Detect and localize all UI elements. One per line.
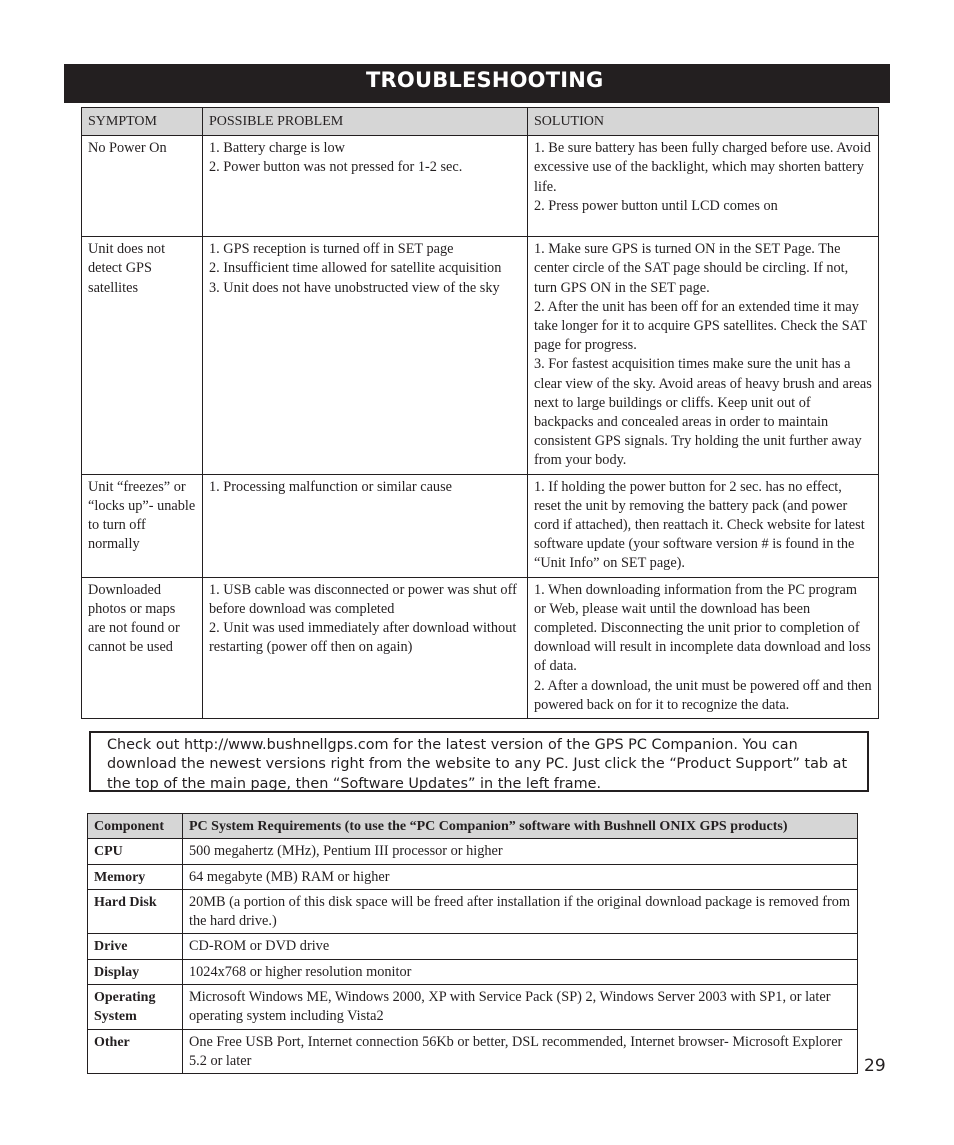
- table-row: [88, 864, 858, 889]
- software-update-note: Check out http://www.bushnellgps.com for the latest version of the GPS PC Companion. You can download the newest versions right from the website to any PC. Just click the “Product Support” tab at the top of the main page, then “Software Updates” in the left frame.: [89, 731, 869, 792]
- requirement-value: 500 megahertz (MHz), Pentium III processor or higher: [183, 839, 858, 864]
- requirement-value: One Free USB Port, Internet connection 56Kb or better, DSL recommended, Internet browser- Microsoft Explorer 5.2 or later: [183, 1029, 858, 1074]
- system-requirements-table: [87, 813, 858, 1074]
- symptom-cell: Unit does not detect GPS satellites: [82, 237, 203, 474]
- problem-cell: 1. USB cable was disconnected or power was shut off before download was completed 2. Unit was used immediately after download without restarting (power off then on again): [203, 577, 528, 718]
- requirement-value: CD-ROM or DVD drive: [183, 934, 858, 959]
- symptom-cell: No Power On: [82, 136, 203, 237]
- symptom-cell: Downloaded photos or maps are not found or cannot be used: [82, 577, 203, 718]
- solution-cell: 1. When downloading information from the PC program or Web, please wait until the download has been completed. Disconnecting the unit prior to completion of download will result in incomplete data download and loss of data. 2. After a download, the unit must be powered off and then powered back on for it to recognize the data.: [528, 577, 879, 718]
- table-row: [82, 136, 879, 237]
- problem-cell: 1. GPS reception is turned off in SET page 2. Insufficient time allowed for satellite acquisition 3. Unit does not have unobstructed view of the sky: [203, 237, 528, 474]
- problem-cell: 1. Processing malfunction or similar cause: [203, 474, 528, 577]
- solution-cell: 1. Make sure GPS is turned ON in the SET Page. The center circle of the SAT page should be circling. If not, turn GPS ON in the SET page. 2. After the unit has been off for an extended time it may take longer for it to acquire GPS satellites. Check the SAT page for progress. 3. For fastest acquisition times make sure the unit has a clear view of the sky. Avoid areas of heavy brush and areas next to large buildings or cliffs. Keep unit out of backpacks and concealed areas in order to maintain consistent GPS signals. Try holding the unit further away from your body.: [528, 237, 879, 474]
- component-label: CPU: [88, 839, 183, 864]
- table-row: [88, 889, 858, 934]
- solution-cell: 1. If holding the power button for 2 sec. has no effect, reset the unit by removing the battery pack (and power cord if attached), then reattach it. Check website for latest software update (your software version # is found in the “Unit Info” on SET page).: [528, 474, 879, 577]
- component-label: Drive: [88, 934, 183, 959]
- requirements-header-row: [88, 814, 858, 839]
- component-label: Operating System: [88, 985, 183, 1030]
- table-row: [82, 474, 879, 577]
- troubleshooting-table: [81, 107, 879, 719]
- symptom-cell: Unit “freezes” or “locks up”- unable to turn off normally: [82, 474, 203, 577]
- component-label: Memory: [88, 864, 183, 889]
- section-title: TROUBLESHOOTING: [366, 68, 604, 92]
- component-label: Display: [88, 959, 183, 984]
- component-label: Hard Disk: [88, 889, 183, 934]
- requirement-value: 20MB (a portion of this disk space will be freed after installation if the original download package is removed from the hard drive.): [183, 889, 858, 934]
- troubleshooting-header-row: [82, 108, 879, 136]
- header-solution: SOLUTION: [528, 108, 879, 136]
- table-row: [88, 959, 858, 984]
- page-number: 29: [864, 1056, 886, 1076]
- header-component: Component: [88, 814, 183, 839]
- table-row: [88, 839, 858, 864]
- requirement-value: Microsoft Windows ME, Windows 2000, XP with Service Pack (SP) 2, Windows Server 2003 with SP1, or later operating system including Vista2: [183, 985, 858, 1030]
- table-row: [88, 985, 858, 1030]
- requirement-value: 64 megabyte (MB) RAM or higher: [183, 864, 858, 889]
- component-label: Other: [88, 1029, 183, 1074]
- requirement-value: 1024x768 or higher resolution monitor: [183, 959, 858, 984]
- header-symptom: SYMPTOM: [82, 108, 203, 136]
- table-row: [82, 237, 879, 474]
- table-row: [88, 1029, 858, 1074]
- table-row: [82, 577, 879, 718]
- header-requirements: PC System Requirements (to use the “PC Companion” software with Bushnell ONIX GPS products): [183, 814, 858, 839]
- solution-cell: 1. Be sure battery has been fully charged before use. Avoid excessive use of the backlight, which may shorten battery life. 2. Press power button until LCD comes on: [528, 136, 879, 237]
- table-row: [88, 934, 858, 959]
- problem-cell: 1. Battery charge is low 2. Power button was not pressed for 1-2 sec.: [203, 136, 528, 237]
- section-title-banner: [64, 64, 890, 103]
- header-possible-problem: POSSIBLE PROBLEM: [203, 108, 528, 136]
